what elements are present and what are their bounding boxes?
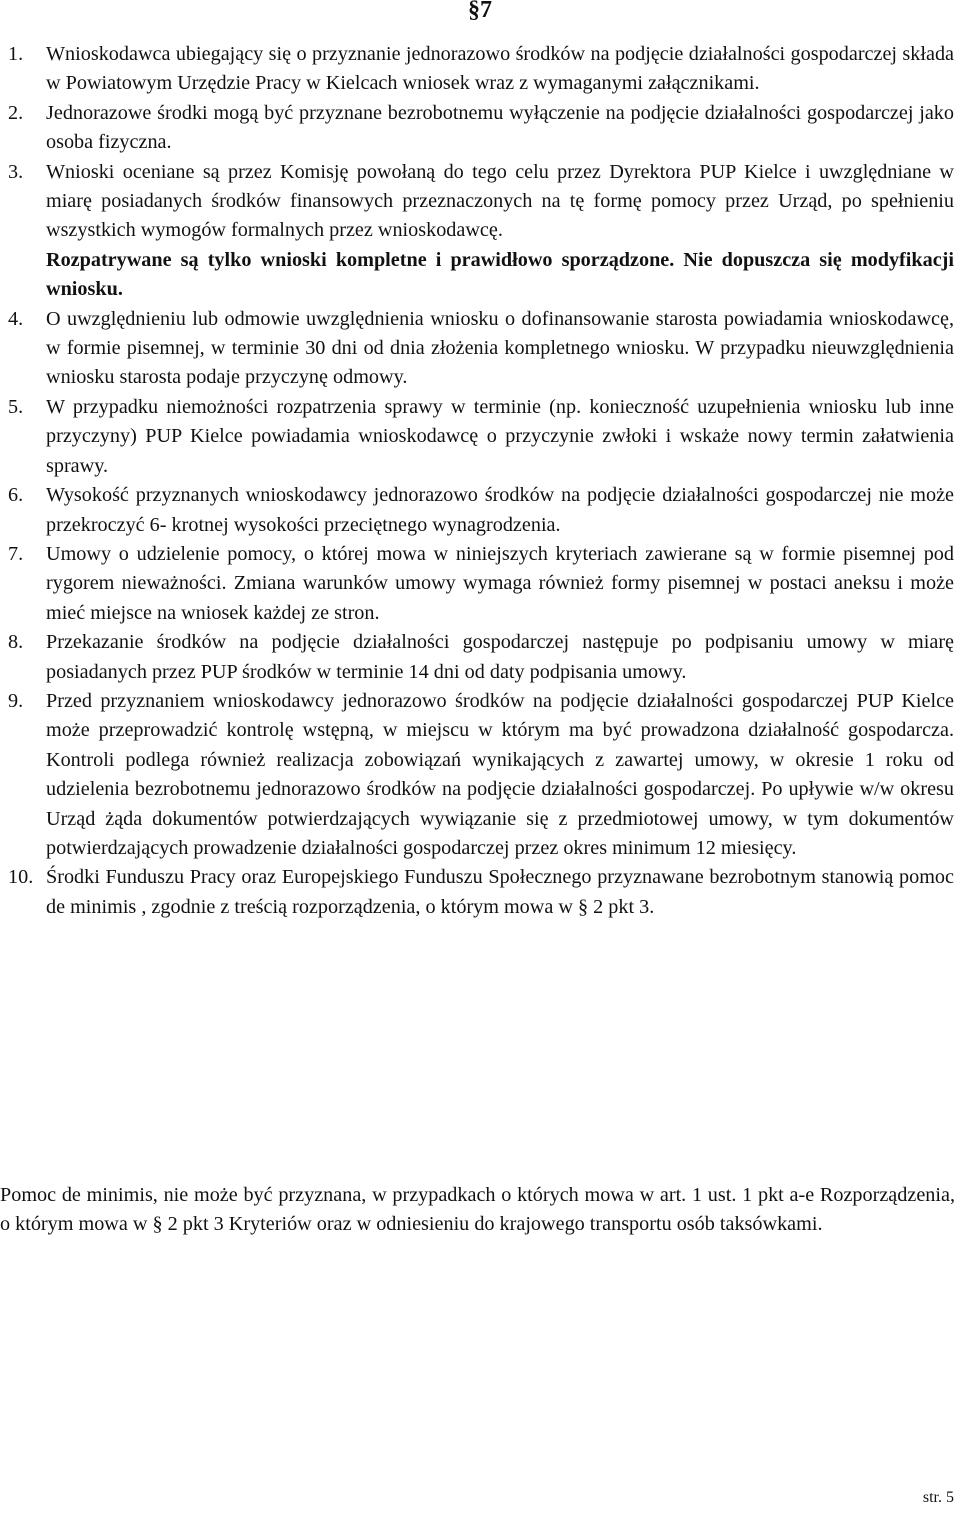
item-text: O uwzględnieniu lub odmowie uwzględnienia wniosku o dofinansowanie starosta powiadamia wnioskodawcę, w formie pisemnej, w terminie 30 dni od dnia złożenia kompletnego wniosku. W przypadku nieuwzględnienia wniosku starosta podaje przyczynę odmowy. xyxy=(46,307,954,389)
section-heading: §7 xyxy=(468,0,492,23)
item-text: Przekazanie środków na podjęcie działalności gospodarczej następuje po podpisaniu umowy w miarę posiadanych przez PUP środków w terminie 14 dni od daty podpisania umowy. xyxy=(46,631,954,683)
list-item xyxy=(8,628,954,687)
list-item xyxy=(8,305,954,393)
item-number: 9. xyxy=(8,689,24,712)
item-text: Wnioski oceniane są przez Komisję powołaną do tego celu przez Dyrektora PUP Kielce i uwzględniane w miarę posiadanych środków finansowych przeznaczonych na tę formę pomocy przez Urząd, po spełnieniu wszystkich wymogów formalnych przez wnioskodawcę. xyxy=(46,160,954,242)
item-text: W przypadku niemożności rozpatrzenia sprawy w terminie (np. konieczność uzupełnienia wniosku lub inne przyczyny) PUP Kielce powiadamia wnioskodawcę o przyczynie zwłoki i wskaże nowy termin załatwienia sprawy. xyxy=(46,395,954,477)
closing-paragraph: Pomoc de minimis, nie może być przyznana, w przypadkach o których mowa w art. 1 ust. 1 pkt a-e Rozporządzenia, o którym mowa w § 2 pkt 3 Kryteriów oraz w odniesieniu do krajowego transportu osób taksówkami. xyxy=(0,1184,955,1236)
list-item xyxy=(8,158,954,305)
criteria-list xyxy=(8,40,954,922)
item-number: 3. xyxy=(8,160,24,183)
item-number: 6. xyxy=(8,484,24,507)
item-number: 5. xyxy=(8,395,24,418)
item-text: Jednorazowe środki mogą być przyznane bezrobotnemu wyłączenie na podjęcie działalności gospodarczej jako osoba fizyczna. xyxy=(46,101,954,154)
item-number: 1. xyxy=(8,43,24,65)
list-item xyxy=(8,481,954,540)
item-text: Wysokość przyznanych wnioskodawcy jednorazowo środków na podjęcie działalności gospodarczej nie może przekroczyć 6- krotnej wysokości przeciętnego wynagrodzenia. xyxy=(46,484,954,536)
item-text: Środki Funduszu Pracy oraz Europejskiego Funduszu Społecznego przyznawane bezrobotnym stanowią pomoc de minimis , zgodnie z treścią rozporządzenia, o którym mowa w § 2 pkt 3. xyxy=(46,866,954,918)
list-item xyxy=(8,393,954,481)
list-item xyxy=(8,540,954,628)
item-number: 2. xyxy=(8,101,24,124)
item-text: Wnioskodawca ubiegający się o przyznanie jednorazowo środków na podjęcie działalności gospodarczej składa w Powiatowym Urzędzie Pracy w Kielcach wniosek wraz z wymaganymi załącznikami. xyxy=(46,43,954,95)
item-number: 4. xyxy=(8,307,24,330)
item-number: 10. xyxy=(8,866,34,889)
page-number: str. 5 xyxy=(922,1489,954,1506)
item-number: 8. xyxy=(8,631,24,654)
item-text: Umowy o udzielenie pomocy, o której mowa w niniejszych kryteriach zawierane są w formie pisemnej pod rygorem nieważności. Zmiana warunków umowy wymaga również formy pisemnej w postaci aneksu i może mieć miejsce na wniosek każdej ze stron. xyxy=(46,542,954,624)
list-item xyxy=(8,40,954,99)
list-item xyxy=(8,863,954,922)
list-item xyxy=(8,99,954,158)
item-text: Przed przyznaniem wnioskodawcy jednorazowo środków na podjęcie działalności gospodarczej PUP Kielce może przeprowadzić kontrolę wstępną, w miejscu w którym ma być prowadzona działalność gospodarcza. Kontroli podlega również realizacja zobowiązań wynikających z zawartej umowy, w okresie 1 roku od udzielenia bezrobotnemu jednorazowo środków na podjęcie działalności gospodarczej. Po upływie w/w okresu Urząd żąda dokumentów potwierdzających wywiązanie się z przedmiotowej umowy, w tym dokumentów potwierdzających prowadzenie działalności gospodarczej przez okres minimum 12 miesięcy. xyxy=(46,689,954,859)
item-bold-note: Rozpatrywane są tylko wnioski kompletne i prawidłowo sporządzone. Nie dopuszcza się modyfikacji wniosku. xyxy=(46,248,954,301)
list-item xyxy=(8,687,954,863)
item-number: 7. xyxy=(8,542,24,565)
